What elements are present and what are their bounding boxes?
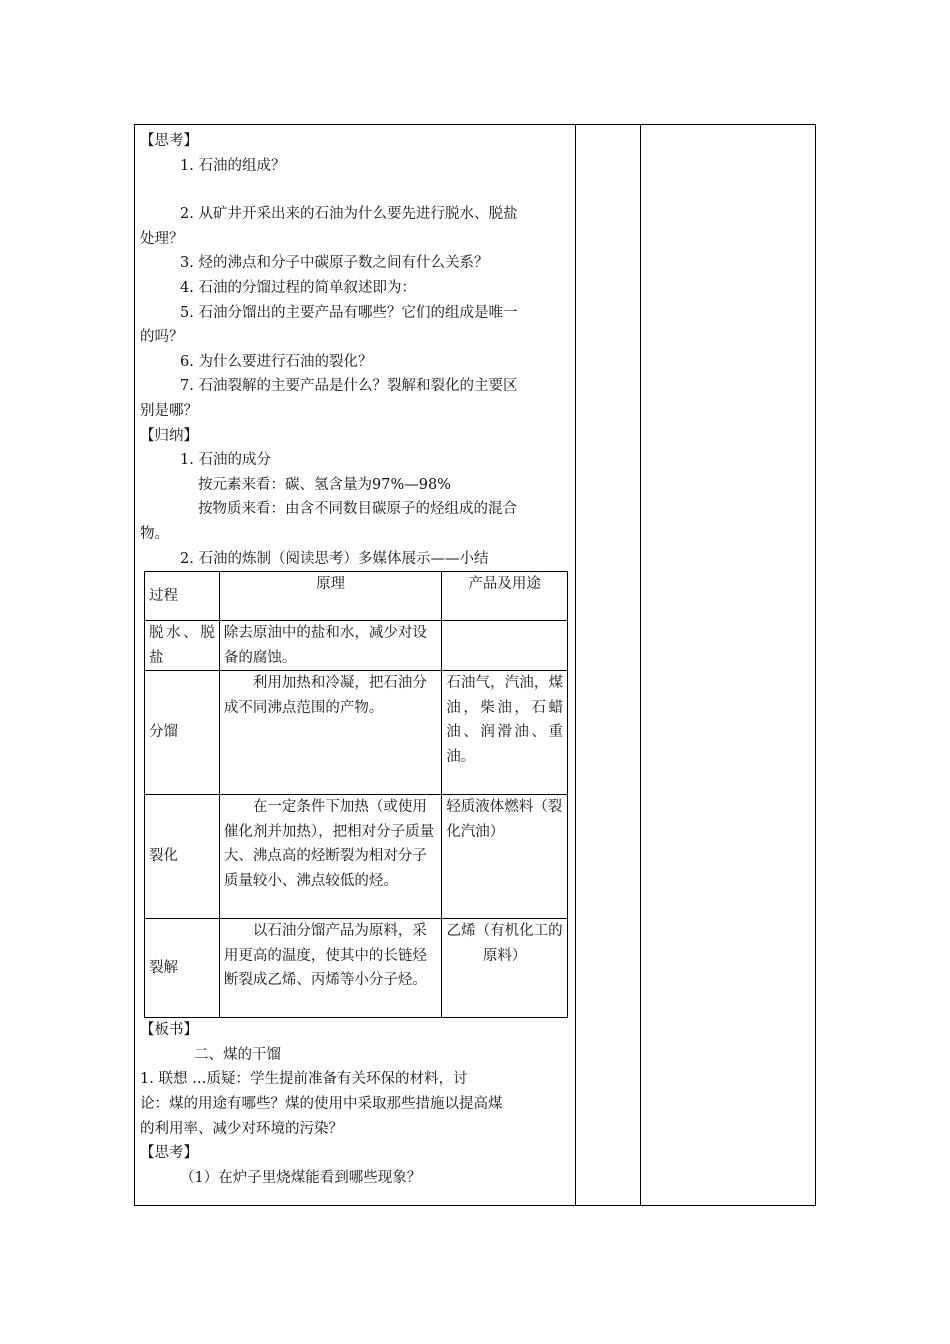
row-process: 脱水、脱盐 [145,621,220,671]
question-7-line-1: 7. 石油裂解的主要产品是什么？裂解和裂化的主要区 [180,378,518,395]
question-7-line-2: 别是哪？ [140,402,198,419]
header-principle: 原理 [219,572,441,621]
header-process: 过程 [145,572,220,621]
row-process: 裂解 [145,919,220,1018]
row-process: 裂化 [145,795,220,919]
row-principle: 利用加热和冷凝，把石油分成不同沸点范围的产物。 [219,671,441,795]
think-heading: 【思考】 [140,133,198,149]
summary-heading: 【归纳】 [140,427,198,444]
refining-table [144,571,568,1018]
lesson-frame [134,124,816,1206]
header-product: 产品及用途 [442,572,568,621]
board-title: 二、煤的干馏 [194,1046,281,1063]
row-principle: 以石油分馏产品为原料，采用更高的温度，使其中的长链烃断裂成乙烯、丙烯等小分子烃。 [219,919,441,1018]
question-3: 3. 烃的沸点和分子中碳原子数之间有什么关系？ [180,255,489,272]
row-product [442,621,568,671]
think-question-coal: （1）在炉子里烧煤能看到哪些现象？ [180,1169,422,1186]
row-process: 分馏 [145,671,220,795]
row-product: 轻质液体燃料（裂化汽油） [442,795,568,919]
question-4: 4. 石油的分馏过程的简单叙述即为： [180,279,416,296]
question-2-line-1: 2. 从矿井开采出来的石油为什么要先进行脱水、脱盐 [180,206,518,223]
row-principle: 在一定条件下加热（或使用催化剂并加热），把相对分子质量大、沸点高的烃断裂为相对分子质量较小、沸点较低的烃。 [219,795,441,919]
summary-item-2: 2. 石油的炼制（阅读思考）多媒体展示——小结 [180,550,489,567]
question-1: 1. 石油的组成？ [180,157,286,174]
table-row [145,795,568,919]
question-5-line-1: 5. 石油分馏出的主要产品有哪些？它们的组成是唯一 [180,304,518,321]
table-row [145,621,568,671]
board-heading: 【板书】 [140,1022,198,1039]
column-divider-2 [640,125,641,1205]
board-line-1: 1. 联想 …质疑：学生提前准备有关环保的材料，讨 [140,1071,468,1088]
table-header-row [145,572,568,621]
question-2-line-2: 处理？ [140,230,184,247]
row-product: 乙烯（有机化工的原料） [442,919,568,1018]
board-line-3: 的利用率、减少对环境的污染？ [140,1120,343,1137]
board-line-2: 论：煤的用途有哪些？煤的使用中采取那些措施以提高煤 [140,1096,503,1113]
question-5-line-2: 的吗？ [140,329,184,346]
summary-item-1: 1. 石油的成分 [180,452,271,469]
by-substance-line-2: 物。 [140,525,169,542]
think-heading-2: 【思考】 [140,1145,198,1162]
table-row [145,919,568,1018]
table-row [145,671,568,795]
by-element: 按元素来看：碳、氢含量为97%—98% [198,476,451,493]
question-6: 6. 为什么要进行石油的裂化？ [180,353,373,370]
by-substance-line-1: 按物质来看：由含不同数目碳原子的烃组成的混合 [198,501,517,518]
lesson-content [140,129,570,1190]
row-principle: 除去原油中的盐和水，减少对设备的腐蚀。 [219,621,441,671]
row-product: 石油气，汽油，煤油，柴油，石蜡油、润滑油、重油。 [442,671,568,795]
column-divider-1 [575,125,576,1205]
